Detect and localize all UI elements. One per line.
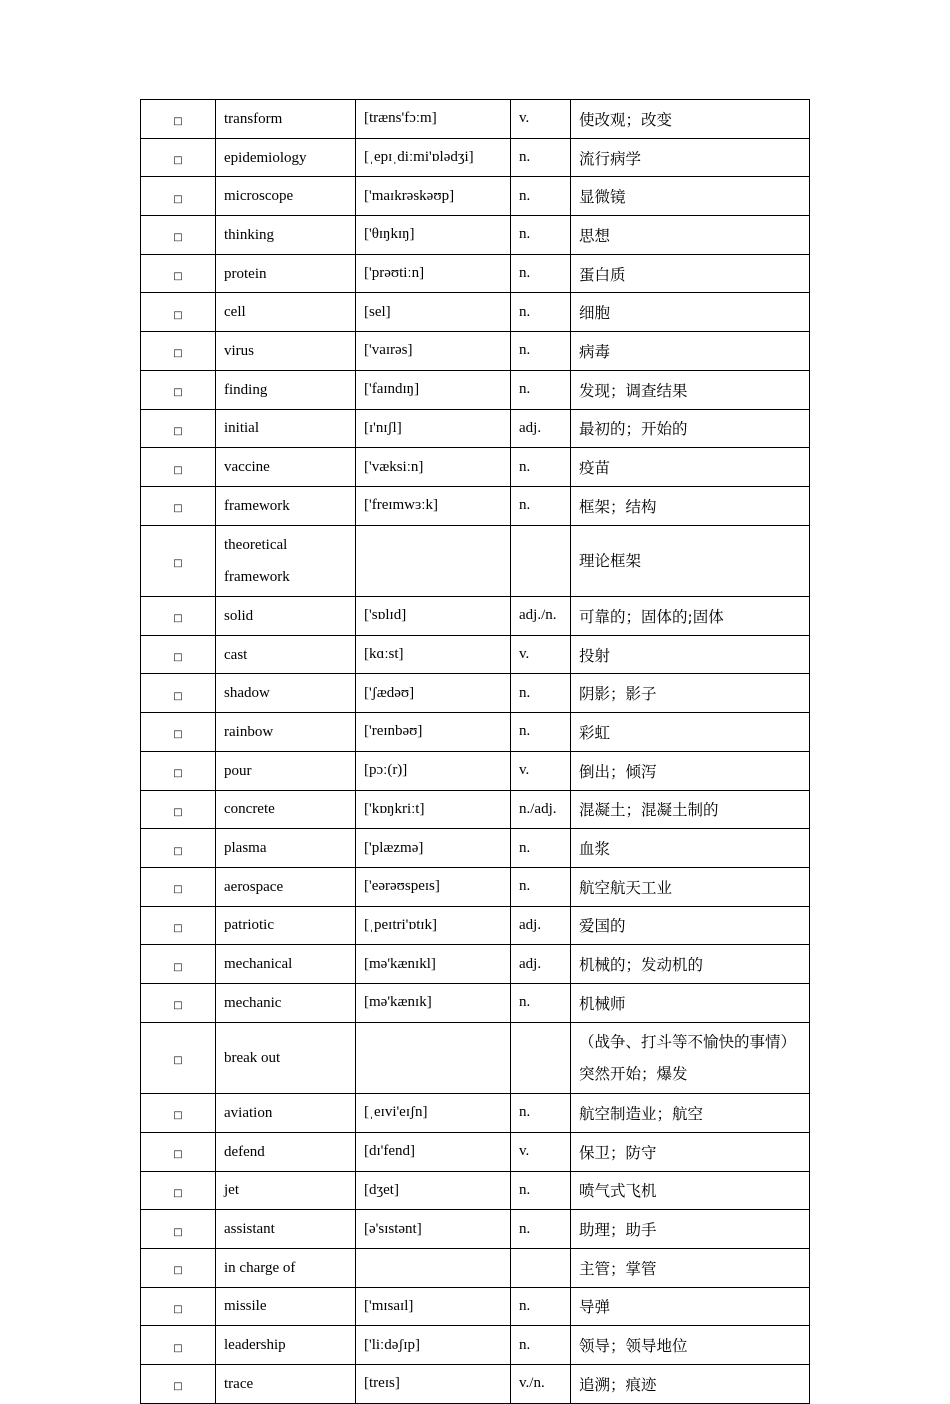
vocab-row [141, 635, 810, 674]
word-cell: jet [216, 1171, 356, 1210]
meaning-cell: 最初的；开始的 [571, 409, 810, 448]
word-cell: cell [216, 293, 356, 332]
vocab-row [141, 1132, 810, 1171]
word-cell: transform [216, 100, 356, 139]
vocab-row [141, 409, 810, 448]
meaning-cell: 主管；掌管 [571, 1248, 810, 1287]
phonetic-cell: ['eərəʊspeɪs] [356, 867, 511, 906]
checkbox[interactable]: □ [141, 448, 216, 487]
checkbox[interactable]: □ [141, 1364, 216, 1403]
word-cell: mechanical [216, 945, 356, 984]
phonetic-cell: [ˌeɪvi'eɪʃn] [356, 1094, 511, 1133]
vocab-row [141, 1094, 810, 1133]
part-of-speech-cell [511, 1248, 571, 1287]
word-cell: epidemiology [216, 138, 356, 177]
checkbox[interactable]: □ [141, 751, 216, 790]
part-of-speech-cell: v. [511, 100, 571, 139]
meaning-cell: 彩虹 [571, 713, 810, 752]
vocab-row [141, 216, 810, 255]
word-cell: leadership [216, 1326, 356, 1365]
meaning-cell: 理论框架 [571, 525, 810, 597]
part-of-speech-cell: n. [511, 370, 571, 409]
vocab-row [141, 945, 810, 984]
part-of-speech-cell: v./n. [511, 1364, 571, 1403]
word-cell: patriotic [216, 906, 356, 945]
vocab-row [141, 138, 810, 177]
vocab-row [141, 1248, 810, 1287]
word-cell: aerospace [216, 867, 356, 906]
vocab-row [141, 829, 810, 868]
word-cell: vaccine [216, 448, 356, 487]
checkbox[interactable]: □ [141, 945, 216, 984]
checkbox[interactable]: □ [141, 1171, 216, 1210]
phonetic-cell: ['reɪnbəʊ] [356, 713, 511, 752]
word-cell: rainbow [216, 713, 356, 752]
checkbox[interactable]: □ [141, 486, 216, 525]
word-cell: protein [216, 254, 356, 293]
meaning-cell: 病毒 [571, 332, 810, 371]
vocab-row [141, 790, 810, 829]
phonetic-cell: ['freɪmwɜːk] [356, 486, 511, 525]
phonetic-cell: [mə'kænɪk] [356, 983, 511, 1022]
checkbox[interactable]: □ [141, 1132, 216, 1171]
part-of-speech-cell: v. [511, 635, 571, 674]
phonetic-cell: ['prəʊtiːn] [356, 254, 511, 293]
meaning-cell: 使改观；改变 [571, 100, 810, 139]
phonetic-cell: [mə'kænɪkl] [356, 945, 511, 984]
part-of-speech-cell: adj./n. [511, 597, 571, 636]
vocab-row [141, 867, 810, 906]
checkbox[interactable]: □ [141, 1248, 216, 1287]
part-of-speech-cell: n. [511, 713, 571, 752]
vocab-row [141, 486, 810, 525]
meaning-cell: 可靠的；固体的;固体 [571, 597, 810, 636]
phonetic-cell: [sel] [356, 293, 511, 332]
vocab-row [141, 1171, 810, 1210]
part-of-speech-cell: n. [511, 332, 571, 371]
meaning-cell: 爱国的 [571, 906, 810, 945]
vocab-row [141, 370, 810, 409]
word-cell: thinking [216, 216, 356, 255]
phonetic-cell [356, 1248, 511, 1287]
meaning-cell: （战争、打斗等不愉快的事情）突然开始；爆发 [571, 1022, 810, 1094]
checkbox[interactable]: □ [141, 906, 216, 945]
phonetic-cell: ['faɪndɪŋ] [356, 370, 511, 409]
part-of-speech-cell: n. [511, 983, 571, 1022]
checkbox[interactable]: □ [141, 332, 216, 371]
meaning-cell: 流行病学 [571, 138, 810, 177]
phonetic-cell: [ˌepɪˌdiːmi'ɒlədʒi] [356, 138, 511, 177]
word-cell: plasma [216, 829, 356, 868]
meaning-cell: 血浆 [571, 829, 810, 868]
checkbox[interactable]: □ [141, 216, 216, 255]
vocab-row [141, 1022, 810, 1094]
part-of-speech-cell: n. [511, 254, 571, 293]
meaning-cell: 疫苗 [571, 448, 810, 487]
vocab-row [141, 254, 810, 293]
part-of-speech-cell: adj. [511, 945, 571, 984]
part-of-speech-cell: n. [511, 1287, 571, 1326]
word-cell: framework [216, 486, 356, 525]
phonetic-cell [356, 1022, 511, 1094]
vocab-row [141, 597, 810, 636]
vocab-row [141, 293, 810, 332]
checkbox[interactable]: □ [141, 254, 216, 293]
vocab-row [141, 674, 810, 713]
meaning-cell: 航空制造业；航空 [571, 1094, 810, 1133]
checkbox[interactable]: □ [141, 713, 216, 752]
part-of-speech-cell: n./adj. [511, 790, 571, 829]
vocab-row [141, 177, 810, 216]
vocabulary-table-body [141, 100, 810, 1404]
meaning-cell: 航空航天工业 [571, 867, 810, 906]
meaning-cell: 投射 [571, 635, 810, 674]
vocab-row [141, 448, 810, 487]
word-cell: shadow [216, 674, 356, 713]
vocab-row [141, 983, 810, 1022]
checkbox[interactable]: □ [141, 983, 216, 1022]
word-cell: pour [216, 751, 356, 790]
part-of-speech-cell: n. [511, 1210, 571, 1249]
phonetic-cell: ['plæzmə] [356, 829, 511, 868]
phonetic-cell: ['væksiːn] [356, 448, 511, 487]
word-cell: cast [216, 635, 356, 674]
phonetic-cell: ['ʃædəʊ] [356, 674, 511, 713]
checkbox[interactable]: □ [141, 293, 216, 332]
word-cell: break out [216, 1022, 356, 1094]
word-cell: solid [216, 597, 356, 636]
word-cell: missile [216, 1287, 356, 1326]
word-cell: aviation [216, 1094, 356, 1133]
meaning-cell: 机械的；发动机的 [571, 945, 810, 984]
checkbox[interactable]: □ [141, 370, 216, 409]
meaning-cell: 阴影；影子 [571, 674, 810, 713]
vocab-row [141, 906, 810, 945]
part-of-speech-cell: n. [511, 867, 571, 906]
meaning-cell: 发现；调查结果 [571, 370, 810, 409]
checkbox[interactable]: □ [141, 829, 216, 868]
vocab-row [141, 525, 810, 597]
checkbox[interactable]: □ [141, 1022, 216, 1094]
part-of-speech-cell: v. [511, 751, 571, 790]
phonetic-cell: ['liːdəʃɪp] [356, 1326, 511, 1365]
meaning-cell: 追溯；痕迹 [571, 1364, 810, 1403]
checkbox[interactable]: □ [141, 177, 216, 216]
word-cell: mechanic [216, 983, 356, 1022]
part-of-speech-cell: n. [511, 1326, 571, 1365]
checkbox[interactable]: □ [141, 1210, 216, 1249]
meaning-cell: 混凝土；混凝土制的 [571, 790, 810, 829]
vocab-row [141, 100, 810, 139]
meaning-cell: 思想 [571, 216, 810, 255]
checkbox[interactable]: □ [141, 1094, 216, 1133]
checkbox[interactable]: □ [141, 1326, 216, 1365]
word-cell: trace [216, 1364, 356, 1403]
meaning-cell: 倒出；倾泻 [571, 751, 810, 790]
phonetic-cell [356, 525, 511, 597]
vocab-row [141, 1210, 810, 1249]
vocab-row [141, 332, 810, 371]
checkbox[interactable]: □ [141, 525, 216, 597]
part-of-speech-cell: n. [511, 829, 571, 868]
vocabulary-table [140, 99, 810, 1404]
word-cell: microscope [216, 177, 356, 216]
phonetic-cell: [ɪ'nɪʃl] [356, 409, 511, 448]
checkbox[interactable]: □ [141, 597, 216, 636]
meaning-cell: 导弹 [571, 1287, 810, 1326]
meaning-cell: 保卫；防守 [571, 1132, 810, 1171]
vocab-row [141, 713, 810, 752]
phonetic-cell: [træns'fɔːm] [356, 100, 511, 139]
meaning-cell: 机械师 [571, 983, 810, 1022]
part-of-speech-cell: v. [511, 1132, 571, 1171]
phonetic-cell: ['θɪŋkɪŋ] [356, 216, 511, 255]
checkbox[interactable]: □ [141, 100, 216, 139]
part-of-speech-cell: adj. [511, 906, 571, 945]
checkbox[interactable]: □ [141, 1287, 216, 1326]
phonetic-cell: [ə'sɪstənt] [356, 1210, 511, 1249]
phonetic-cell: ['mɪsaɪl] [356, 1287, 511, 1326]
phonetic-cell: ['kɒŋkriːt] [356, 790, 511, 829]
part-of-speech-cell: n. [511, 216, 571, 255]
part-of-speech-cell: n. [511, 486, 571, 525]
checkbox[interactable]: □ [141, 635, 216, 674]
meaning-cell: 细胞 [571, 293, 810, 332]
part-of-speech-cell [511, 1022, 571, 1094]
part-of-speech-cell: n. [511, 674, 571, 713]
part-of-speech-cell: n. [511, 177, 571, 216]
phonetic-cell: ['vaɪrəs] [356, 332, 511, 371]
phonetic-cell: ['maɪkrəskəʊp] [356, 177, 511, 216]
vocab-row [141, 751, 810, 790]
part-of-speech-cell: n. [511, 1094, 571, 1133]
meaning-cell: 框架；结构 [571, 486, 810, 525]
part-of-speech-cell: n. [511, 1171, 571, 1210]
checkbox[interactable]: □ [141, 409, 216, 448]
meaning-cell: 显微镜 [571, 177, 810, 216]
meaning-cell: 蛋白质 [571, 254, 810, 293]
word-cell: concrete [216, 790, 356, 829]
meaning-cell: 领导；领导地位 [571, 1326, 810, 1365]
checkbox[interactable]: □ [141, 674, 216, 713]
vocab-row [141, 1287, 810, 1326]
part-of-speech-cell: adj. [511, 409, 571, 448]
checkbox[interactable]: □ [141, 138, 216, 177]
part-of-speech-cell: n. [511, 448, 571, 487]
word-cell: theoretical framework [216, 525, 356, 597]
word-cell: virus [216, 332, 356, 371]
phonetic-cell: [kɑːst] [356, 635, 511, 674]
checkbox[interactable]: □ [141, 790, 216, 829]
phonetic-cell: [treɪs] [356, 1364, 511, 1403]
phonetic-cell: [pɔː(r)] [356, 751, 511, 790]
part-of-speech-cell [511, 525, 571, 597]
part-of-speech-cell: n. [511, 138, 571, 177]
word-cell: defend [216, 1132, 356, 1171]
phonetic-cell: [dʒet] [356, 1171, 511, 1210]
checkbox[interactable]: □ [141, 867, 216, 906]
meaning-cell: 助理；助手 [571, 1210, 810, 1249]
word-cell: finding [216, 370, 356, 409]
vocab-row [141, 1364, 810, 1403]
word-cell: initial [216, 409, 356, 448]
word-cell: assistant [216, 1210, 356, 1249]
phonetic-cell: [ˌpeɪtri'ɒtɪk] [356, 906, 511, 945]
word-cell: in charge of [216, 1248, 356, 1287]
vocab-row [141, 1326, 810, 1365]
phonetic-cell: ['sɒlɪd] [356, 597, 511, 636]
phonetic-cell: [dɪ'fend] [356, 1132, 511, 1171]
part-of-speech-cell: n. [511, 293, 571, 332]
meaning-cell: 喷气式飞机 [571, 1171, 810, 1210]
